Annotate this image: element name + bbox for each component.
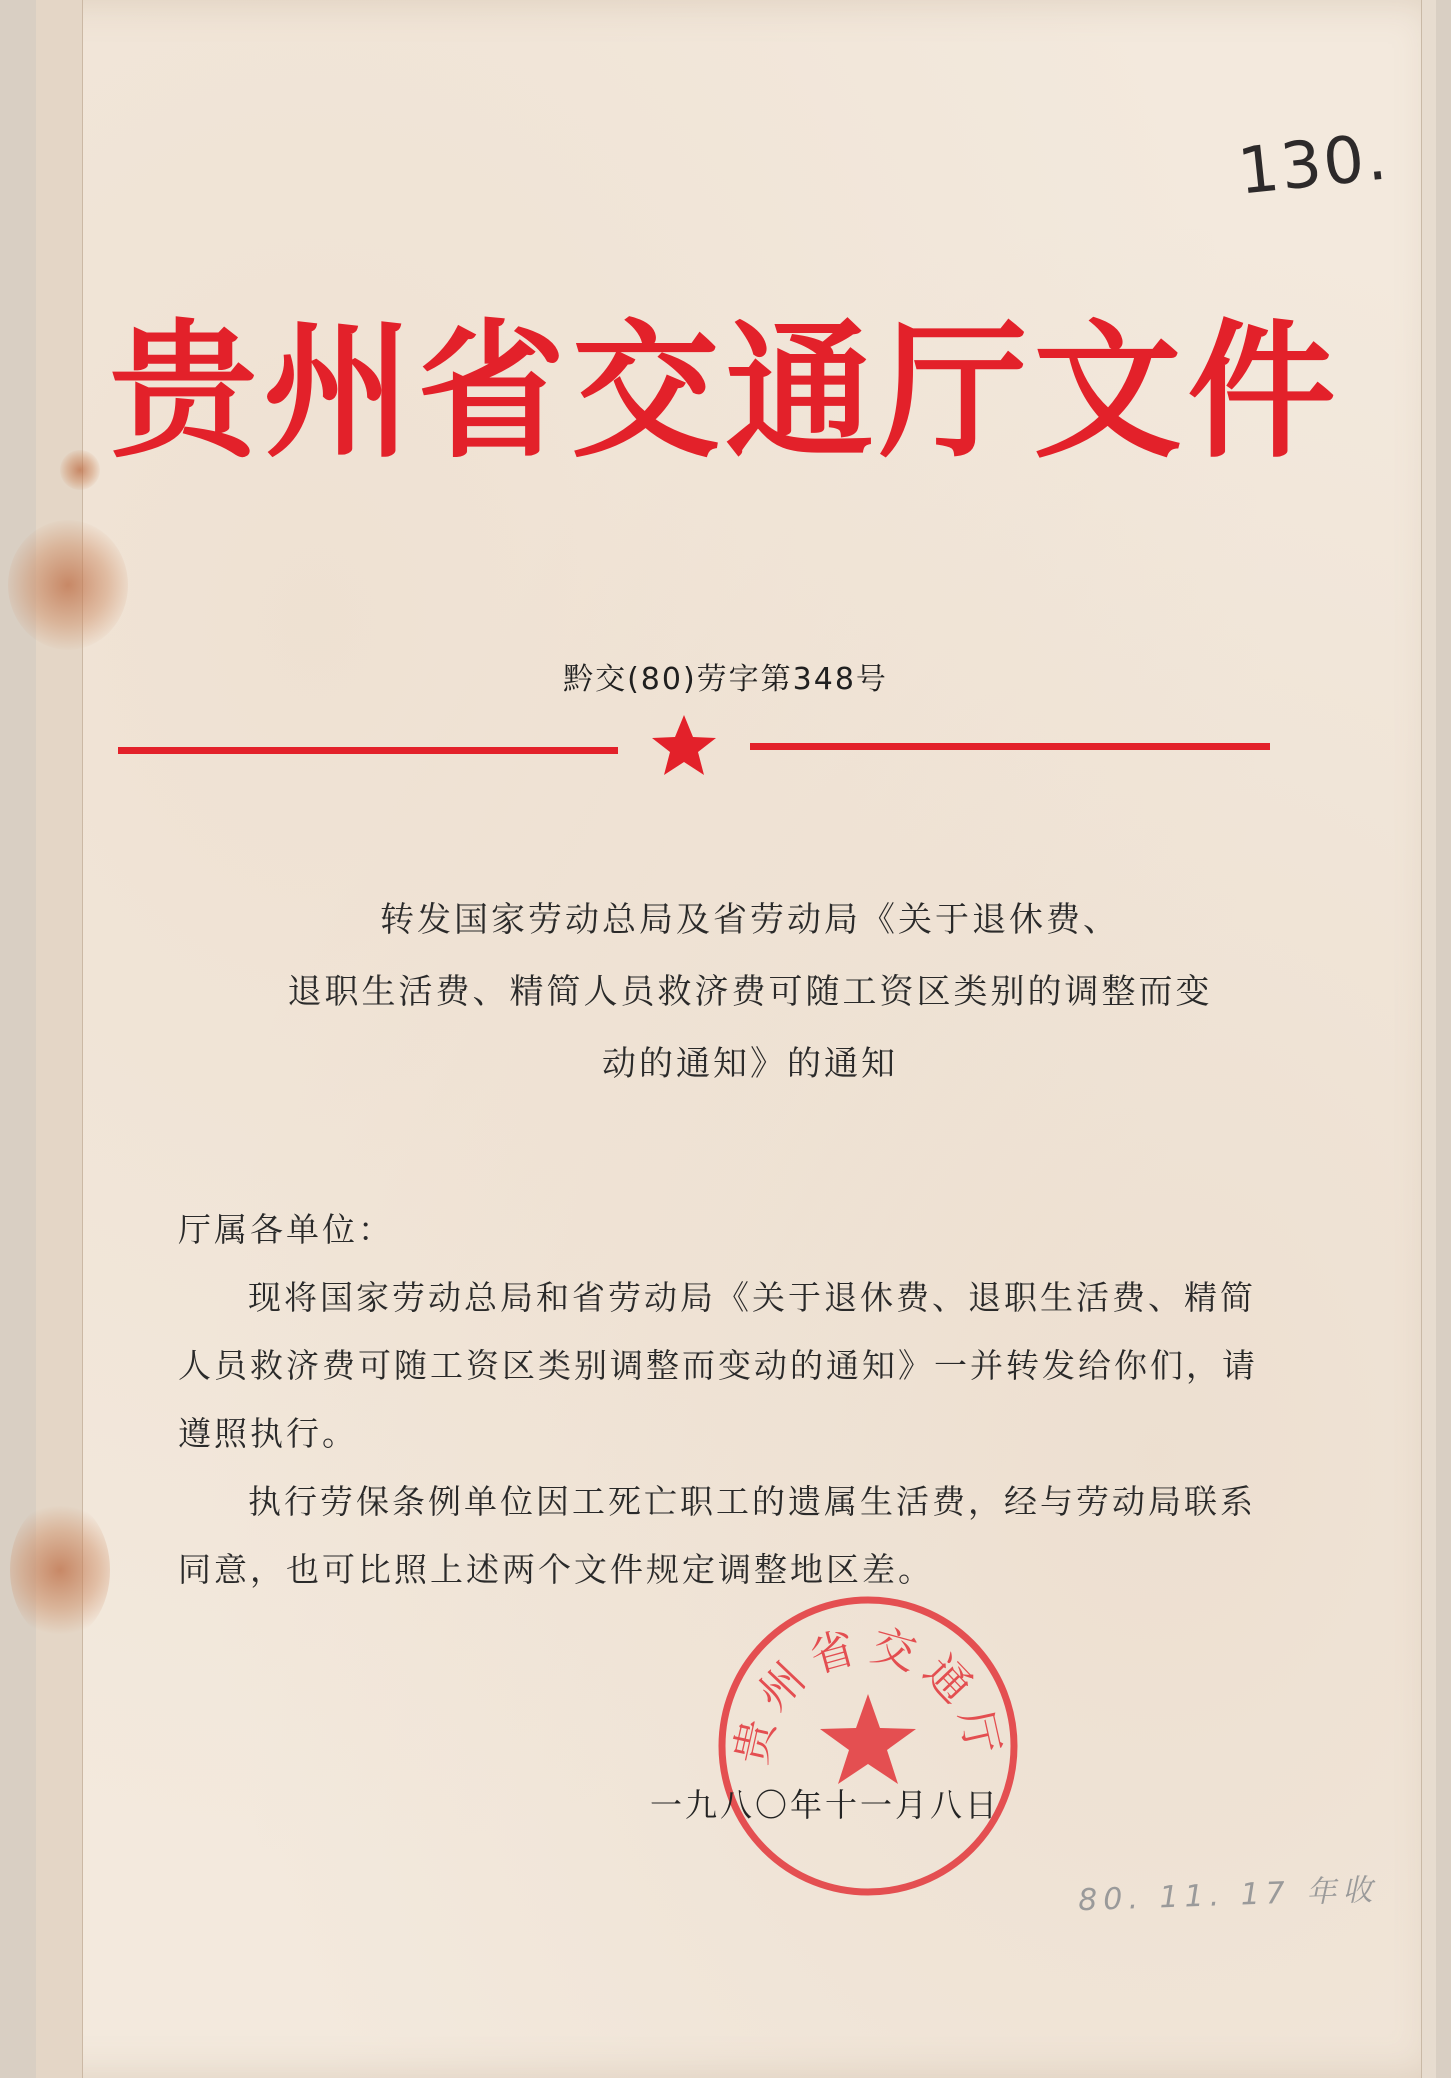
page-edge	[1421, 0, 1436, 2078]
body-paragraph-2: 执行劳保条例单位因工死亡职工的遗属生活费，经与劳动局联系同意，也可比照上述两个文件规定调整地区差。	[178, 1482, 1256, 1589]
red-divider	[118, 715, 1270, 775]
divider-left-line	[118, 747, 618, 754]
body-paragraph-1: 现将国家劳动总局和省劳动局《关于退休费、退职生活费、精简人员救济费可随工资区类别调整而变动的通知》一并转发给你们，请遵照执行。	[178, 1278, 1258, 1453]
subject-line-2: 退职生活费、精简人员救济费可随工资区类别的调整而变	[287, 972, 1213, 1012]
subject-line-3: 动的通知》的通知	[602, 1044, 898, 1084]
star-icon	[652, 715, 716, 775]
seal-text: 贵州省交通厅	[725, 1619, 1011, 1769]
official-seal	[712, 1590, 1024, 1902]
document-number: 黔交(80)劳字第348号	[563, 662, 888, 697]
binding-strip	[36, 0, 83, 2078]
handwritten-note: 80. 11. 17 年收	[1077, 1872, 1379, 1919]
page-number: 130.	[1234, 120, 1392, 210]
document-title: 贵州省交通厅文件	[109, 306, 1342, 478]
addressee: 厅属各单位：	[178, 1210, 394, 1249]
seal-star-icon	[820, 1694, 916, 1784]
subject-line-1: 转发国家劳动总局及省劳动局《关于退休费、	[380, 900, 1120, 940]
rust-stain-bottom	[10, 1500, 110, 1640]
document-date: 一九八〇年十一月八日	[650, 1786, 1001, 1824]
divider-right-line	[750, 743, 1270, 750]
document-subject	[250, 884, 1250, 1100]
rust-stain-top	[8, 520, 128, 650]
document-body	[178, 1196, 1258, 1604]
